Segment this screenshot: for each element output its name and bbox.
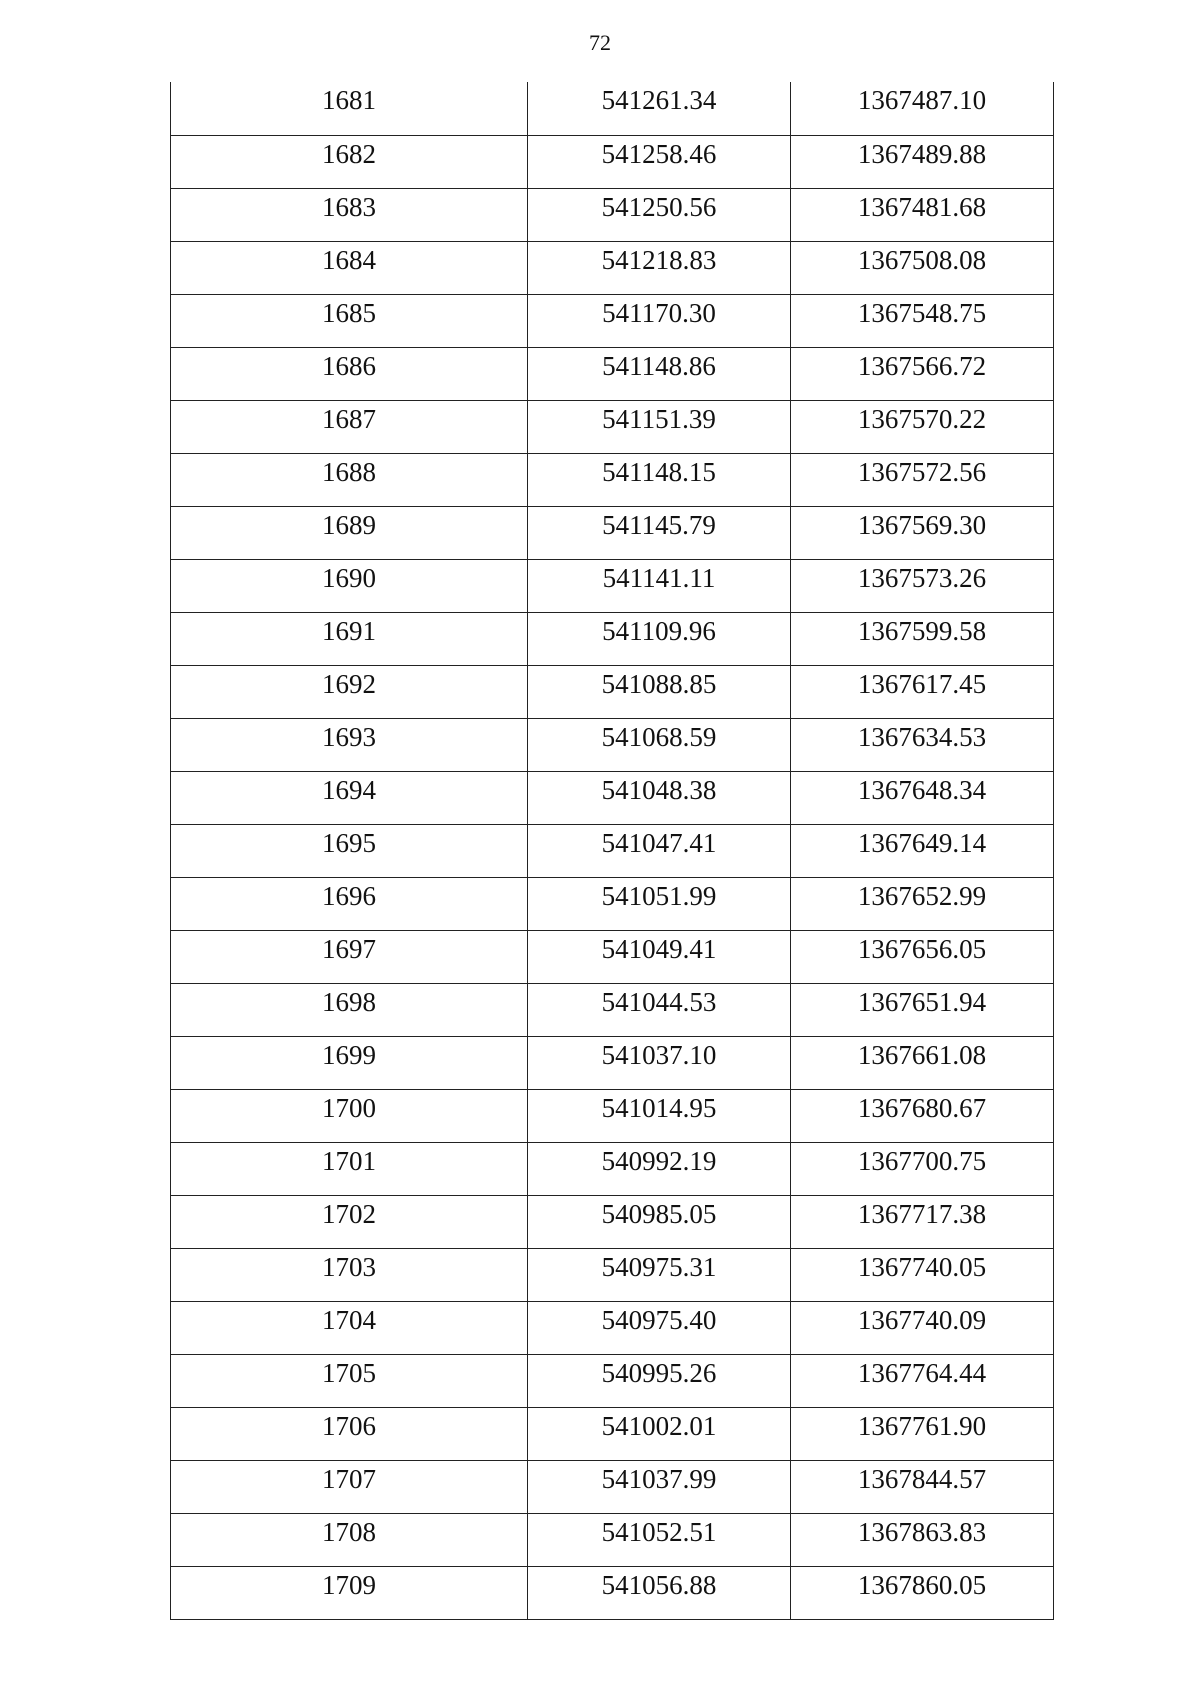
x-coordinate-cell: 541218.83 — [528, 241, 791, 294]
point-number-cell: 1681 — [171, 82, 528, 135]
x-coordinate-cell: 541014.95 — [528, 1089, 791, 1142]
x-coordinate-cell: 541148.86 — [528, 347, 791, 400]
x-coordinate-cell: 541044.53 — [528, 983, 791, 1036]
y-coordinate-cell: 1367548.75 — [791, 294, 1054, 347]
table-row — [171, 135, 1054, 188]
point-number-cell: 1699 — [171, 1036, 528, 1089]
table-row — [171, 1566, 1054, 1619]
y-coordinate-cell: 1367740.05 — [791, 1248, 1054, 1301]
x-coordinate-cell: 541048.38 — [528, 771, 791, 824]
point-number-cell: 1695 — [171, 824, 528, 877]
x-coordinate-cell: 541148.15 — [528, 453, 791, 506]
y-coordinate-cell: 1367648.34 — [791, 771, 1054, 824]
table-row — [171, 824, 1054, 877]
y-coordinate-cell: 1367680.67 — [791, 1089, 1054, 1142]
table-row — [171, 877, 1054, 930]
y-coordinate-cell: 1367661.08 — [791, 1036, 1054, 1089]
coordinates-table-body — [171, 82, 1054, 1619]
y-coordinate-cell: 1367617.45 — [791, 665, 1054, 718]
table-row — [171, 347, 1054, 400]
table-row — [171, 1460, 1054, 1513]
y-coordinate-cell: 1367652.99 — [791, 877, 1054, 930]
x-coordinate-cell: 541047.41 — [528, 824, 791, 877]
point-number-cell: 1692 — [171, 665, 528, 718]
table-row — [171, 612, 1054, 665]
point-number-cell: 1694 — [171, 771, 528, 824]
y-coordinate-cell: 1367700.75 — [791, 1142, 1054, 1195]
table-row — [171, 559, 1054, 612]
point-number-cell: 1707 — [171, 1460, 528, 1513]
point-number-cell: 1691 — [171, 612, 528, 665]
table-row — [171, 1142, 1054, 1195]
point-number-cell: 1706 — [171, 1407, 528, 1460]
x-coordinate-cell: 541109.96 — [528, 612, 791, 665]
table-row — [171, 241, 1054, 294]
x-coordinate-cell: 541088.85 — [528, 665, 791, 718]
x-coordinate-cell: 541037.10 — [528, 1036, 791, 1089]
table-row — [171, 82, 1054, 135]
x-coordinate-cell: 541056.88 — [528, 1566, 791, 1619]
point-number-cell: 1697 — [171, 930, 528, 983]
point-number-cell: 1689 — [171, 506, 528, 559]
x-coordinate-cell: 540992.19 — [528, 1142, 791, 1195]
y-coordinate-cell: 1367651.94 — [791, 983, 1054, 1036]
y-coordinate-cell: 1367740.09 — [791, 1301, 1054, 1354]
table-row — [171, 1036, 1054, 1089]
x-coordinate-cell: 541141.11 — [528, 559, 791, 612]
point-number-cell: 1709 — [171, 1566, 528, 1619]
x-coordinate-cell: 540975.40 — [528, 1301, 791, 1354]
x-coordinate-cell: 541002.01 — [528, 1407, 791, 1460]
y-coordinate-cell: 1367599.58 — [791, 612, 1054, 665]
x-coordinate-cell: 541037.99 — [528, 1460, 791, 1513]
point-number-cell: 1683 — [171, 188, 528, 241]
table-row — [171, 294, 1054, 347]
x-coordinate-cell: 540995.26 — [528, 1354, 791, 1407]
point-number-cell: 1698 — [171, 983, 528, 1036]
point-number-cell: 1685 — [171, 294, 528, 347]
y-coordinate-cell: 1367844.57 — [791, 1460, 1054, 1513]
table-row — [171, 1513, 1054, 1566]
table-row — [171, 453, 1054, 506]
point-number-cell: 1682 — [171, 135, 528, 188]
table-row — [171, 1195, 1054, 1248]
x-coordinate-cell: 540985.05 — [528, 1195, 791, 1248]
table-row — [171, 665, 1054, 718]
y-coordinate-cell: 1367656.05 — [791, 930, 1054, 983]
point-number-cell: 1688 — [171, 453, 528, 506]
point-number-cell: 1693 — [171, 718, 528, 771]
point-number-cell: 1684 — [171, 241, 528, 294]
table-row — [171, 1248, 1054, 1301]
table-row — [171, 400, 1054, 453]
point-number-cell: 1703 — [171, 1248, 528, 1301]
y-coordinate-cell: 1367634.53 — [791, 718, 1054, 771]
table-row — [171, 188, 1054, 241]
point-number-cell: 1702 — [171, 1195, 528, 1248]
point-number-cell: 1705 — [171, 1354, 528, 1407]
point-number-cell: 1687 — [171, 400, 528, 453]
x-coordinate-cell: 541258.46 — [528, 135, 791, 188]
x-coordinate-cell: 540975.31 — [528, 1248, 791, 1301]
x-coordinate-cell: 541250.56 — [528, 188, 791, 241]
page-number: 72 — [589, 30, 611, 55]
y-coordinate-cell: 1367569.30 — [791, 506, 1054, 559]
table-row — [171, 1354, 1054, 1407]
table-row — [171, 1089, 1054, 1142]
x-coordinate-cell: 541145.79 — [528, 506, 791, 559]
x-coordinate-cell: 541051.99 — [528, 877, 791, 930]
y-coordinate-cell: 1367508.08 — [791, 241, 1054, 294]
x-coordinate-cell: 541052.51 — [528, 1513, 791, 1566]
y-coordinate-cell: 1367566.72 — [791, 347, 1054, 400]
coordinates-table — [170, 82, 1054, 1620]
table-row — [171, 771, 1054, 824]
y-coordinate-cell: 1367761.90 — [791, 1407, 1054, 1460]
point-number-cell: 1708 — [171, 1513, 528, 1566]
table-row — [171, 1407, 1054, 1460]
point-number-cell: 1690 — [171, 559, 528, 612]
y-coordinate-cell: 1367717.38 — [791, 1195, 1054, 1248]
x-coordinate-cell: 541068.59 — [528, 718, 791, 771]
point-number-cell: 1686 — [171, 347, 528, 400]
y-coordinate-cell: 1367572.56 — [791, 453, 1054, 506]
y-coordinate-cell: 1367573.26 — [791, 559, 1054, 612]
y-coordinate-cell: 1367860.05 — [791, 1566, 1054, 1619]
point-number-cell: 1704 — [171, 1301, 528, 1354]
y-coordinate-cell: 1367764.44 — [791, 1354, 1054, 1407]
point-number-cell: 1696 — [171, 877, 528, 930]
y-coordinate-cell: 1367487.10 — [791, 82, 1054, 135]
y-coordinate-cell: 1367570.22 — [791, 400, 1054, 453]
y-coordinate-cell: 1367863.83 — [791, 1513, 1054, 1566]
x-coordinate-cell: 541049.41 — [528, 930, 791, 983]
point-number-cell: 1701 — [171, 1142, 528, 1195]
x-coordinate-cell: 541170.30 — [528, 294, 791, 347]
table-row — [171, 506, 1054, 559]
x-coordinate-cell: 541261.34 — [528, 82, 791, 135]
x-coordinate-cell: 541151.39 — [528, 400, 791, 453]
table-row — [171, 930, 1054, 983]
table-row — [171, 983, 1054, 1036]
point-number-cell: 1700 — [171, 1089, 528, 1142]
y-coordinate-cell: 1367489.88 — [791, 135, 1054, 188]
table-row — [171, 718, 1054, 771]
y-coordinate-cell: 1367481.68 — [791, 188, 1054, 241]
table-row — [171, 1301, 1054, 1354]
y-coordinate-cell: 1367649.14 — [791, 824, 1054, 877]
